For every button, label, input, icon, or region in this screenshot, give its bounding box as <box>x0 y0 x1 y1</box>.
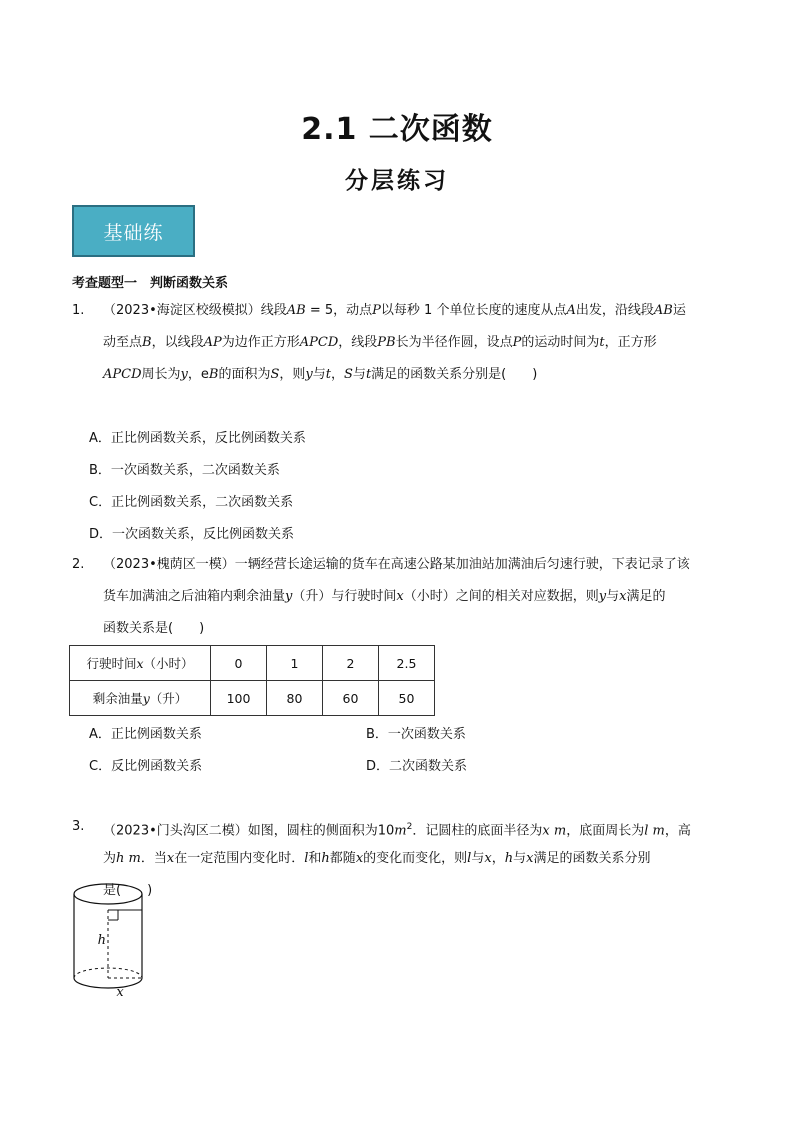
q2-data-table <box>69 645 435 716</box>
page-subtitle: 分层练习 <box>345 168 449 194</box>
q3-stem-line3: 是( ) <box>103 883 153 898</box>
q2-stem-line3: 函数关系是( ) <box>103 621 205 636</box>
q1-option-a: A．正比例函数关系，反比例函数关系 <box>89 431 306 446</box>
table-cell: 1 <box>267 646 323 681</box>
q1-option-b: B．一次函数关系，二次函数关系 <box>89 463 280 478</box>
table-cell: 100 <box>211 681 267 716</box>
cylinder-figure <box>70 880 152 1002</box>
level-badge: 基础练 <box>72 205 195 257</box>
q2-option-d: D．二次函数关系 <box>366 759 468 774</box>
q1-stem-line3: APCD周长为y，eB的面积为S，则y与t，S与t满足的函数关系分别是( ) <box>103 367 538 382</box>
q2-option-b: B．一次函数关系 <box>366 727 466 742</box>
q2-option-c: C．反比例函数关系 <box>89 759 203 774</box>
cylinder-top-ellipse <box>74 884 142 904</box>
q2-stem-line1: （2023•槐荫区一模）一辆经营长途运输的货车在高速公路某加油站加满油后匀速行驶，下表记录了该 <box>103 557 690 572</box>
radius-label: x <box>116 985 124 1000</box>
table-header-cell: 行驶时间x（小时） <box>70 646 211 681</box>
cylinder-bottom-front <box>74 978 142 988</box>
q3-stem-line2: 为h m．当x在一定范围内变化时．l和h都随x的变化而变化，则l与x，h与x满足的函数关系分别 <box>103 851 651 866</box>
q1-stem-line1: （2023•海淀区校级模拟）线段AB = 5，动点P以每秒 1 个单位长度的速度从点A出发，沿线段AB运 <box>103 303 686 318</box>
q1-option-d: D．一次函数关系，反比例函数关系 <box>89 527 295 542</box>
q1-stem-line2: 动至点B，以线段AP为边作正方形APCD，线段PB长为半径作圆，设点P的运动时间为t，正方形 <box>103 335 657 350</box>
q2-number: 2. <box>72 557 85 572</box>
q3-number: 3. <box>72 819 85 834</box>
table-row <box>70 646 435 681</box>
q2-option-a: A．正比例函数关系 <box>89 727 202 742</box>
table-cell: 2.5 <box>379 646 435 681</box>
q2-stem-line2: 货车加满油之后油箱内剩余油量y（升）与行驶时间x（小时）之间的相关对应数据，则y与x满足的 <box>103 589 666 604</box>
height-label: h <box>97 933 106 948</box>
table-cell: 50 <box>379 681 435 716</box>
table-cell: 80 <box>267 681 323 716</box>
table-cell: 60 <box>323 681 379 716</box>
table-cell: 2 <box>323 646 379 681</box>
q1-option-c: C．正比例函数关系，二次函数关系 <box>89 495 294 510</box>
q1-number: 1. <box>72 303 85 318</box>
table-cell: 0 <box>211 646 267 681</box>
table-header-cell: 剩余油量y（升） <box>70 681 211 716</box>
section-heading: 考查题型一 判断函数关系 <box>72 276 229 291</box>
page-title: 2.1 二次函数 <box>301 112 493 147</box>
table-row <box>70 681 435 716</box>
q3-stem-line1: （2023•门头沟区二模）如图，圆柱的侧面积为$10m^2$．记圆柱的底面半径为x m，底面周长为l m，高 <box>103 822 691 839</box>
